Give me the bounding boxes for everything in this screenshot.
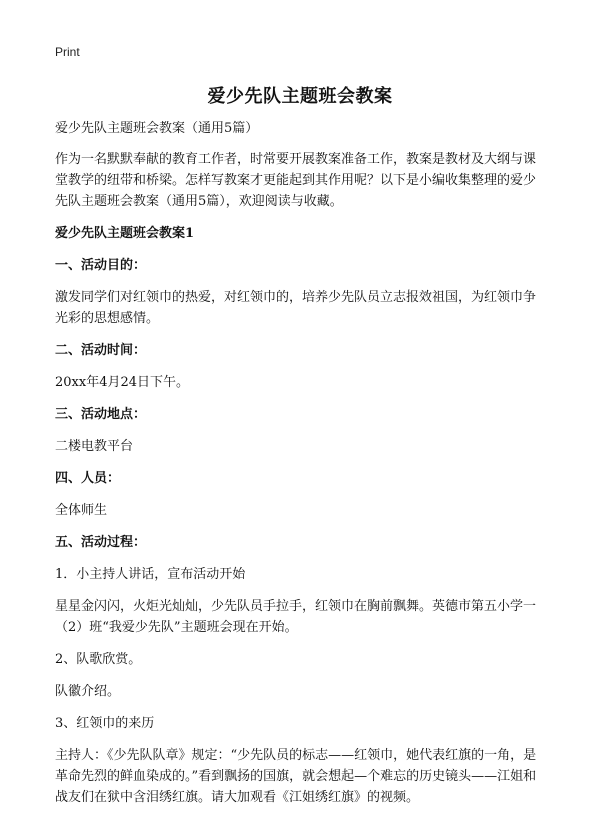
document-body	[55, 118, 547, 808]
document-title: 爱少先队主题班会教案	[207, 86, 393, 107]
intro-paragraph: 作为一名默默奉献的教育工作者，时常要开展教案准备工作，教案是教材及大纲与课堂教学的纽带和桥梁。怎样写教案才更能起到其作用呢？以下是小编收集整理的爱少先队主题班会教案（通用5篇），欢迎阅读与收藏。	[55, 152, 537, 209]
heading-participants: 四、人员：	[55, 471, 121, 486]
heading-activity-purpose: 一、活动目的：	[55, 258, 147, 273]
heading-activity-process: 五、活动过程：	[55, 535, 147, 550]
section-title: 爱少先队主题班会教案1	[55, 226, 195, 241]
paragraph-activity-time: 20xx年4月24日下午。	[55, 375, 190, 390]
print-link[interactable]: Print	[55, 45, 80, 59]
step-3-title: 3、红领巾的来历	[55, 716, 155, 731]
heading-activity-location: 三、活动地点：	[55, 407, 147, 422]
paragraph-participants: 全体师生	[55, 503, 108, 518]
paragraph-activity-purpose: 激发同学们对红领巾的热爱，对红领巾的，培养少先队员立志报效祖国，为红领巾争光彩的思想感情。	[55, 290, 537, 326]
step-1-paragraph: 星星金闪闪，火炬光灿灿，少先队员手拉手，红领巾在胸前飘舞。英德市第五小学一（2）班“我爱少先队”主题班会现在开始。	[55, 599, 537, 635]
step-2-paragraph: 队徽介绍。	[55, 684, 121, 699]
step-2-title: 2、队歌欣赏。	[55, 652, 142, 667]
step-1-title: 1．小主持人讲话，宣布活动开始	[55, 567, 246, 582]
step-3-paragraph: 主持人：《少先队队章》规定：“少先队员的标志——红领巾，她代表红旗的一角，是革命先烈的鲜血染成的。”看到飘扬的国旗，就会想起—个难忘的历史镜头——江姐和战友们在狱中含泪绣红旗。请大加观看《江姐绣红旗》的视频。	[55, 748, 537, 805]
heading-activity-time: 二、活动时间：	[55, 343, 147, 358]
paragraph-activity-location: 二楼电教平台	[55, 439, 134, 454]
document-subtitle: 爱少先队主题班会教案（通用5篇）	[55, 121, 259, 136]
